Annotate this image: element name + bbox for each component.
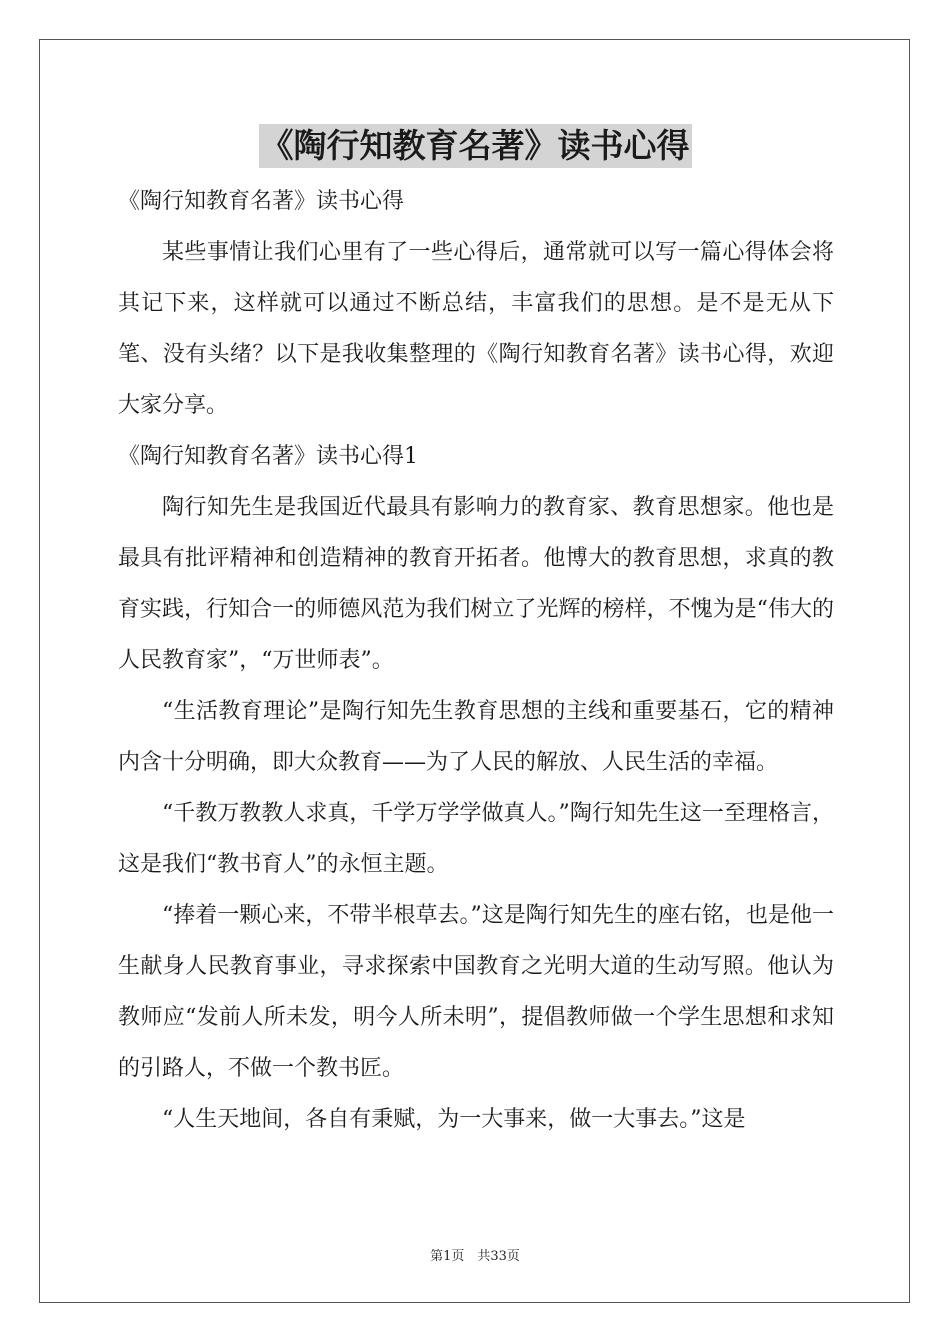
document-title: 《陶行知教育名著》读书心得 [259,124,692,168]
paragraph: 陶行知先生是我国近代最具有影响力的教育家、教育思想家。他也是最具有批评精神和创造精神的教育开拓者。他博大的教育思想，求真的教育实践，行知合一的师德风范为我们树立了光辉的榜样，不愧为是“伟大的人民教育家”，“万世师表”。 [118,495,834,673]
page-footer [0,1248,950,1266]
paragraph: 某些事情让我们心里有了一些心得后，通常就可以写一篇心得体会将其记下来，这样就可以通过不断总结，丰富我们的思想。是不是无从下笔、没有头绪？以下是我收集整理的《陶行知教育名著》读书心得，欢迎大家分享。 [118,240,834,418]
title-container [0,124,950,168]
paragraph: “千教万教教人求真，千学万学学做真人。”陶行知先生这一至理格言，这是我们“教书育人”的永恒主题。 [118,801,834,877]
page-number: 第1页 共33页 [430,1249,520,1264]
paragraph: “人生天地间，各自有秉赋，为一大事来，做一大事去。”这是 [162,1107,746,1132]
paragraph: “捧着一颗心来，不带半根草去。”这是陶行知先生的座右铭，也是他一生献身人民教育事业，寻求探索中国教育之光明大道的生动写照。他认为教师应“发前人所未发，明今人所未明”，提倡教师做一个学生思想和求知的引路人，不做一个教书匠。 [118,903,834,1081]
paragraph: “生活教育理论”是陶行知先生教育思想的主线和重要基石，它的精神内含十分明确，即大众教育——为了人民的解放、人民生活的幸福。 [118,699,834,775]
paragraph: 《陶行知教育名著》读书心得 [118,189,405,214]
document-body [118,176,834,1145]
paragraph: 《陶行知教育名著》读书心得1 [118,444,418,469]
